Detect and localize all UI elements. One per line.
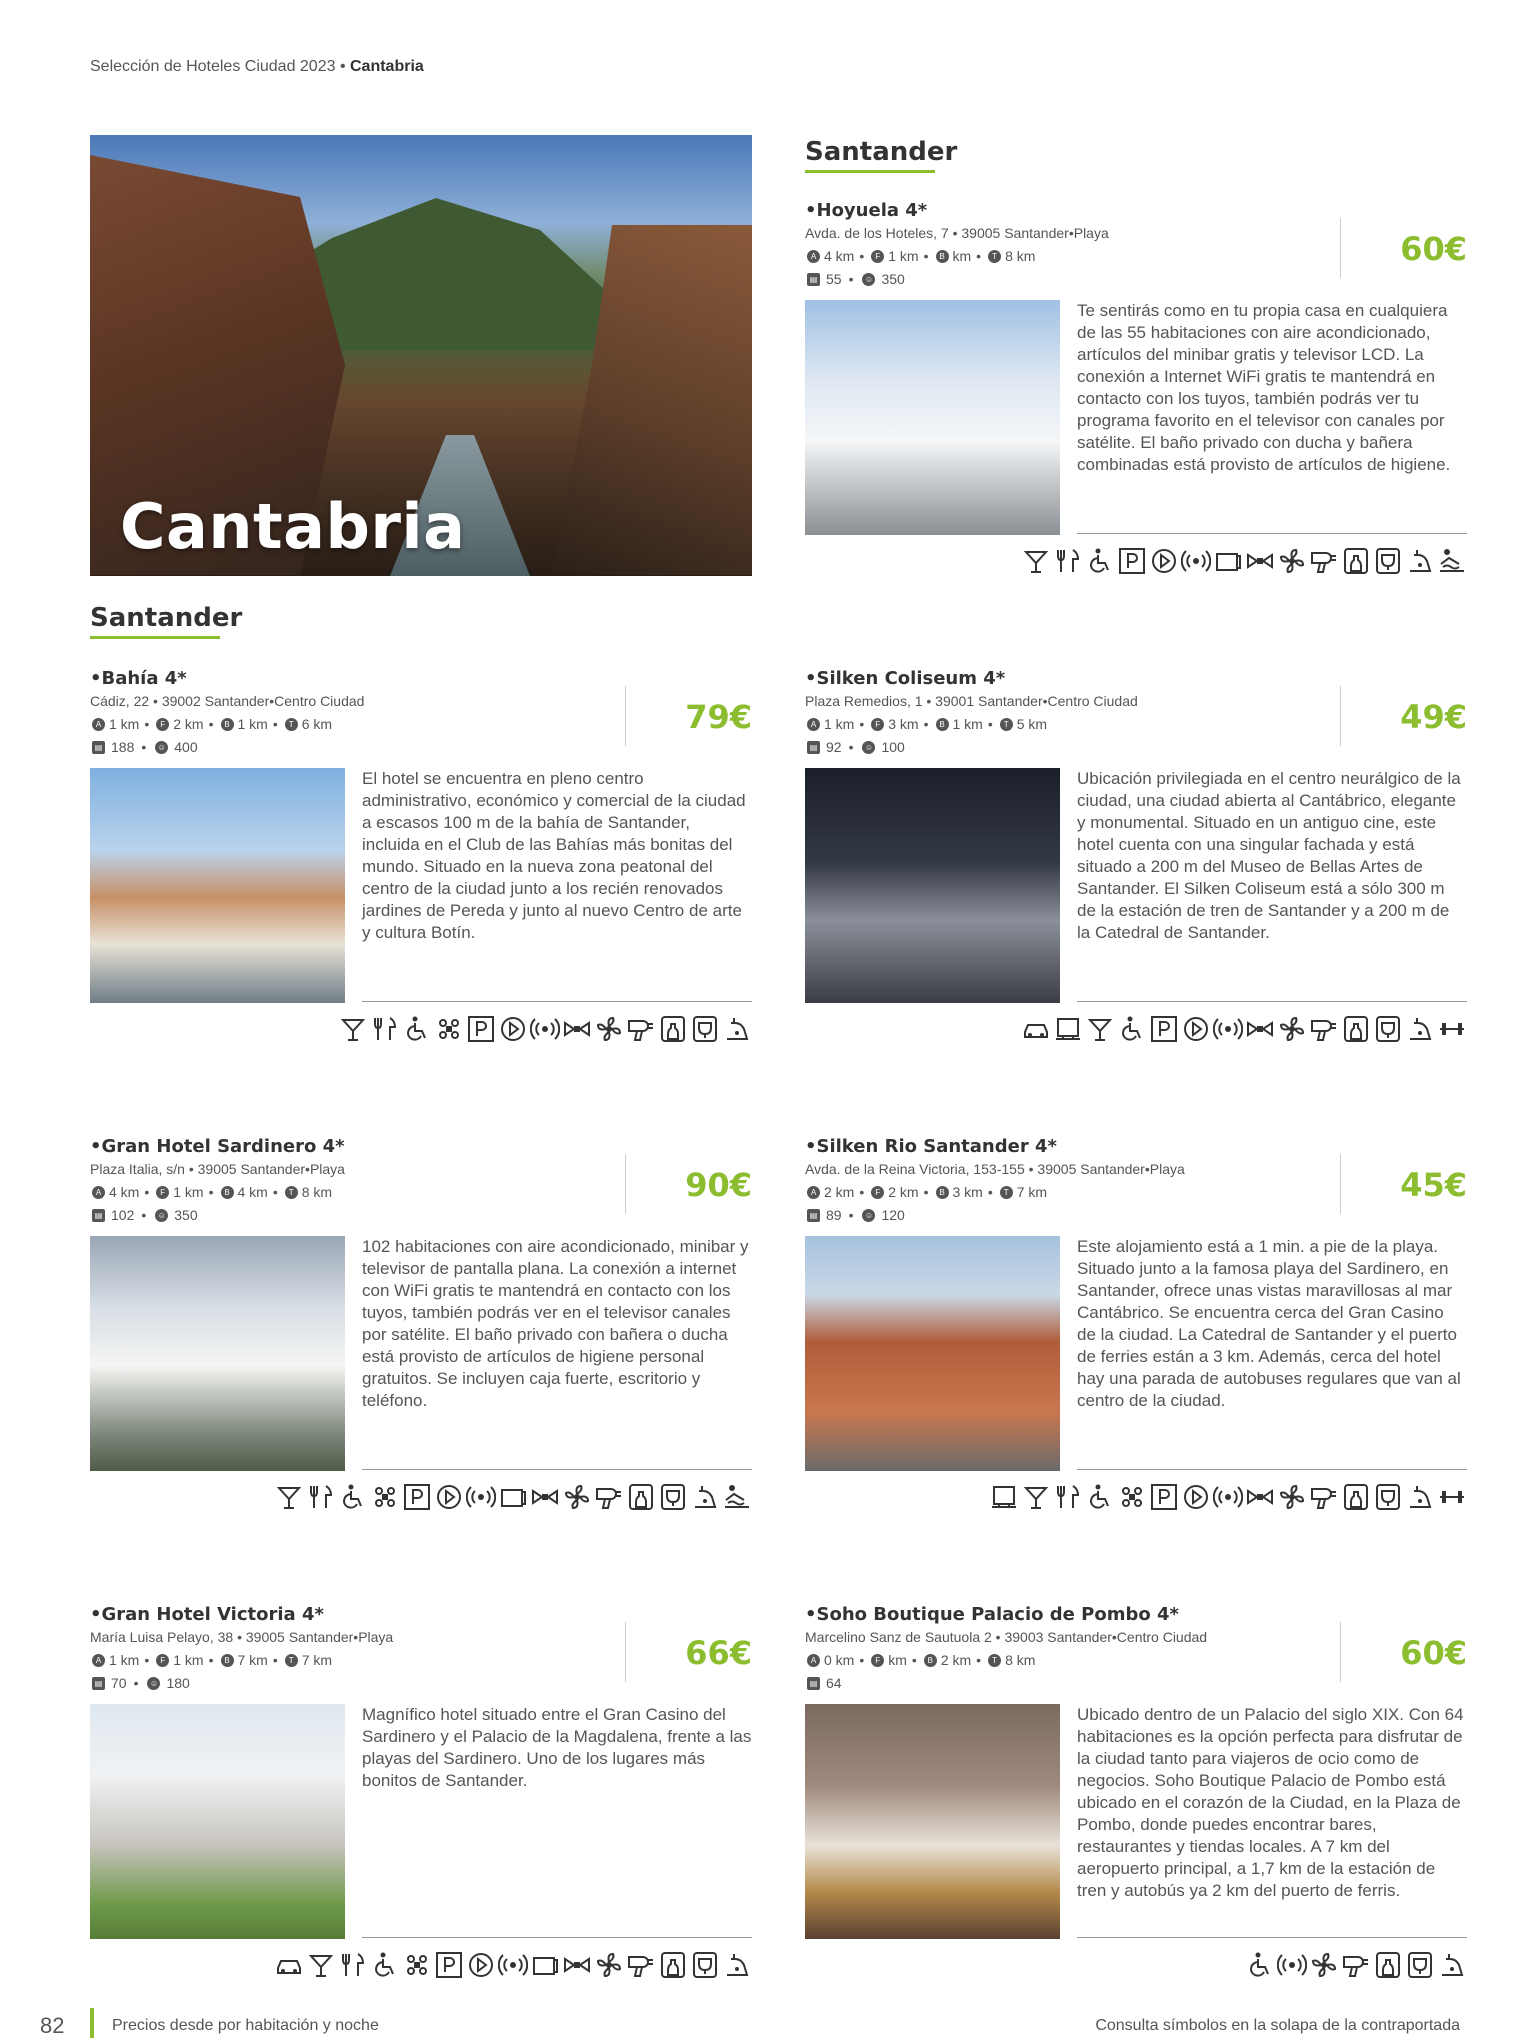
hotel-description: Este alojamiento está a 1 min. a pie de la playa. Situado junto a la famosa playa del Sardinero, en Santander, ofrece unas vistas maravillosas al mar Cantábrico. Se encuentra cerca del Gran Casino de la ciudad. La Catedral de Santander y el puerto de ferries están a 3 km. Además, cerca del hotel hay una parada de autobuses regulares que van al centro de la ciudad. bbox=[1077, 1237, 1461, 1410]
kettle-icon bbox=[1373, 1482, 1403, 1512]
distance-value: km bbox=[888, 1652, 907, 1668]
hotel-distances: A 4 km • F 1 km • B km • T 8 km bbox=[805, 248, 1035, 264]
divider bbox=[625, 1622, 626, 1682]
distance-icon: A bbox=[807, 1186, 820, 1199]
hotel-card bbox=[805, 1604, 1467, 2024]
divider bbox=[1340, 1622, 1341, 1682]
distance-value: 2 km bbox=[824, 1184, 855, 1200]
distance-value: 1 km bbox=[173, 1184, 204, 1200]
divider bbox=[625, 1154, 626, 1214]
wifi-icon bbox=[466, 1482, 496, 1512]
hotel-description: El hotel se encuentra en pleno centro administrativo, económico y comercial de la ciudad a escasos 100 m de la bahía de Santander, incluida en el Club de las Bahías más bonitas del mundo. Situado en la nueva zona peatonal del centro de la ciudad junto a los recién renovados jardines de Pereda y junto al nuevo Centro de arte y cultura Botín. bbox=[362, 769, 746, 942]
hairdryer-icon bbox=[626, 1014, 656, 1044]
distance-icon: T bbox=[285, 1654, 298, 1667]
capacity-icon: ☺ bbox=[862, 741, 875, 754]
spa-icon bbox=[1437, 546, 1467, 576]
meeting-icon bbox=[434, 1014, 464, 1044]
hotel-description: Ubicado dentro de un Palacio del siglo XIX. Con 64 habitaciones es la opción perfecta para disfrutar de la ciudad tanto para viajeros de ocio como de negocios. Soho Boutique Palacio de Pombo está ubicado en el corazón de la Ciudad, en la Plaza de Pombo, donde puedes encontrar bares, restaurantes y tiendas locales. A 7 km del aeropuerto principal, a 1,7 km de la estación de tren y autobús ya 2 km del puerto de ferris. bbox=[1077, 1705, 1464, 1900]
hotel-price: 79€ bbox=[685, 698, 752, 736]
wifi-icon bbox=[1277, 1950, 1307, 1980]
parking-icon bbox=[1117, 546, 1147, 576]
kettle-icon bbox=[690, 1014, 720, 1044]
parking-icon bbox=[434, 1950, 464, 1980]
minibar-icon bbox=[1245, 1014, 1275, 1044]
hotel-address: Marcelino Sanz de Sautuola 2 • 39003 Santander•Centro Ciudad bbox=[805, 1629, 1208, 1645]
kettle-icon bbox=[1405, 1950, 1435, 1980]
distance-icon: T bbox=[285, 1186, 298, 1199]
divider bbox=[1340, 1154, 1341, 1214]
footer-note-left: Precios desde por habitación y noche bbox=[112, 2017, 379, 2034]
capacity-count: 400 bbox=[174, 739, 198, 755]
accessible-icon bbox=[402, 1014, 432, 1044]
hotel-card bbox=[805, 200, 1467, 620]
rooms-count: 70 bbox=[111, 1675, 127, 1691]
distance-value: 4 km bbox=[109, 1184, 140, 1200]
hairdryer-icon bbox=[1309, 546, 1339, 576]
accessible-icon bbox=[1245, 1950, 1275, 1980]
hotel-description: 102 habitaciones con aire acondicionado, minibar y televisor de pantalla plana. La conexión a internet con WiFi gratis te mantendrá en contacto con los tuyos, también podrás ver en el televisor canales por satélite. El baño privado con bañera o ducha está provisto de artículos de higiene personal gratuitos. Se incluyen caja fuerte, escritorio y teléfono. bbox=[362, 1237, 749, 1410]
hotel-description: Te sentirás como en tu propia casa en cualquiera de las 55 habitaciones con aire acondicionado, artículos del minibar gratis y televisor LCD. La conexión a Internet WiFi gratis te mantendrá en contacto con los tuyos, también podrás ver tu programa favorito en el televisor con canales por satélite. El baño privado con ducha y bañera combinadas está provisto de artículos de higiene. bbox=[1077, 301, 1451, 474]
distance-value: 8 km bbox=[301, 1184, 333, 1200]
page-header bbox=[90, 58, 424, 76]
rooms-count: 92 bbox=[826, 739, 842, 755]
restaurant-icon bbox=[370, 1014, 400, 1044]
hotel-capacity: ▤ 70 • ☺ 180 bbox=[90, 1675, 190, 1691]
kettle-icon bbox=[1373, 546, 1403, 576]
distance-value: 1 km bbox=[237, 716, 268, 732]
toiletries-icon bbox=[1341, 546, 1371, 576]
rooms-icon: ▤ bbox=[92, 741, 105, 754]
car-icon bbox=[274, 1950, 304, 1980]
distance-value: 2 km bbox=[940, 1652, 972, 1668]
wifi-icon bbox=[1181, 546, 1211, 576]
distance-value: 1 km bbox=[824, 716, 855, 732]
distance-value: 0 km bbox=[824, 1652, 855, 1668]
hotel-photo bbox=[90, 768, 345, 1003]
capacity-icon: ☺ bbox=[147, 1677, 160, 1690]
distance-icon: A bbox=[92, 1186, 105, 1199]
rooms-icon: ▤ bbox=[807, 1677, 820, 1690]
hotel-capacity: ▤ 55 • ☺ 350 bbox=[805, 271, 905, 287]
safe-icon bbox=[530, 1950, 560, 1980]
distance-icon: F bbox=[871, 1186, 884, 1199]
distance-icon: T bbox=[285, 718, 298, 731]
header-prefix: Selección de Hoteles Ciudad 2023 • bbox=[90, 58, 346, 75]
footer-note-right: Consulta símbolos en la solapa de la contraportada bbox=[1095, 2017, 1460, 2034]
bar-icon bbox=[306, 1950, 336, 1980]
hotel-price: 49€ bbox=[1400, 698, 1467, 736]
distance-value: 2 km bbox=[888, 1184, 919, 1200]
kettle-icon bbox=[1373, 1014, 1403, 1044]
ac-icon bbox=[1309, 1950, 1339, 1980]
hero-image bbox=[90, 135, 752, 576]
hotel-address: Avda. de los Hoteles, 7 • 39005 Santander•Playa bbox=[805, 225, 1109, 241]
ac-icon bbox=[1277, 1014, 1307, 1044]
distance-icon: A bbox=[92, 718, 105, 731]
capacity-icon: ☺ bbox=[155, 741, 168, 754]
divider bbox=[1340, 218, 1341, 278]
amenity-icons bbox=[989, 1482, 1467, 1512]
hotel-price: 60€ bbox=[1400, 1634, 1467, 1672]
parking-icon bbox=[402, 1482, 432, 1512]
hero-title: Cantabria bbox=[120, 490, 466, 563]
hairdryer-icon bbox=[594, 1482, 624, 1512]
distance-icon: T bbox=[988, 250, 1001, 263]
hotel-address: Avda. de la Reina Victoria, 153-155 • 39005 Santander•Playa bbox=[805, 1161, 1185, 1177]
distance-value: 7 km bbox=[237, 1652, 268, 1668]
hotel-name: •Gran Hotel Victoria 4* bbox=[90, 1604, 324, 1625]
luggage-icon bbox=[989, 1482, 1019, 1512]
hairdryer-icon bbox=[1309, 1014, 1339, 1044]
distance-value: 3 km bbox=[888, 716, 919, 732]
divider bbox=[362, 1001, 752, 1002]
distance-value: 1 km bbox=[109, 1652, 140, 1668]
rooms-icon: ▤ bbox=[92, 1677, 105, 1690]
amenity-icons bbox=[1021, 1014, 1467, 1044]
hotel-capacity bbox=[805, 1675, 842, 1691]
bar-icon bbox=[274, 1482, 304, 1512]
iron-icon bbox=[722, 1014, 752, 1044]
accessible-icon bbox=[370, 1950, 400, 1980]
divider bbox=[625, 686, 626, 746]
hairdryer-icon bbox=[1309, 1482, 1339, 1512]
minibar-icon bbox=[562, 1014, 592, 1044]
divider bbox=[1077, 1469, 1467, 1470]
hotel-name: •Silken Rio Santander 4* bbox=[805, 1136, 1057, 1157]
distance-icon: T bbox=[988, 1654, 1001, 1667]
capacity-count: 120 bbox=[881, 1207, 905, 1223]
divider bbox=[1077, 533, 1467, 534]
accessible-icon bbox=[1117, 1014, 1147, 1044]
footer-accent-bar bbox=[90, 2008, 94, 2038]
hotel-card bbox=[805, 668, 1467, 1088]
toiletries-icon bbox=[1341, 1014, 1371, 1044]
iron-icon bbox=[1405, 1014, 1435, 1044]
divider bbox=[1077, 1937, 1467, 1938]
hotel-distances: A 2 km • F 2 km • B 3 km • T 7 km bbox=[805, 1184, 1047, 1200]
page-number: 82 bbox=[40, 2013, 65, 2038]
restaurant-icon bbox=[1053, 546, 1083, 576]
distance-icon: B bbox=[221, 1186, 234, 1199]
distance-icon: B bbox=[936, 250, 949, 263]
hairdryer-icon bbox=[1341, 1950, 1371, 1980]
iron-icon bbox=[1405, 1482, 1435, 1512]
hotel-name: •Gran Hotel Sardinero 4* bbox=[90, 1136, 345, 1157]
hotel-card bbox=[90, 1136, 752, 1556]
accessible-icon bbox=[1085, 1482, 1115, 1512]
distance-value: 1 km bbox=[952, 716, 983, 732]
hotel-price: 90€ bbox=[685, 1166, 752, 1204]
luggage-icon bbox=[1053, 1014, 1083, 1044]
meeting-icon bbox=[402, 1950, 432, 1980]
distance-icon: T bbox=[1000, 1186, 1013, 1199]
distance-value: 7 km bbox=[1016, 1184, 1048, 1200]
distance-value: 1 km bbox=[173, 1652, 204, 1668]
ac-icon bbox=[1277, 546, 1307, 576]
distance-icon: B bbox=[924, 1654, 937, 1667]
restaurant-icon bbox=[306, 1482, 336, 1512]
wifi-icon bbox=[1213, 1482, 1243, 1512]
gym-icon bbox=[1437, 1482, 1467, 1512]
hotel-capacity: ▤ 92 • ☺ 100 bbox=[805, 739, 905, 755]
distance-icon: B bbox=[221, 718, 234, 731]
amenity-icons bbox=[1021, 546, 1467, 576]
divider bbox=[362, 1937, 752, 1938]
distance-value: 3 km bbox=[952, 1184, 983, 1200]
bar-icon bbox=[1085, 1014, 1115, 1044]
distance-value: 7 km bbox=[301, 1652, 333, 1668]
tv-icon bbox=[1181, 1482, 1211, 1512]
bar-icon bbox=[1021, 546, 1051, 576]
wifi-icon bbox=[530, 1014, 560, 1044]
distance-icon: B bbox=[936, 718, 949, 731]
safe-icon bbox=[498, 1482, 528, 1512]
rooms-icon: ▤ bbox=[807, 273, 820, 286]
toiletries-icon bbox=[1341, 1482, 1371, 1512]
distance-icon: F bbox=[156, 718, 169, 731]
capacity-count: 350 bbox=[174, 1207, 198, 1223]
amenity-icons bbox=[274, 1950, 752, 1980]
tv-icon bbox=[498, 1014, 528, 1044]
toiletries-icon bbox=[658, 1014, 688, 1044]
hotel-card bbox=[90, 1604, 752, 2024]
tv-icon bbox=[1181, 1014, 1211, 1044]
hotel-photo bbox=[805, 768, 1060, 1003]
distance-icon: F bbox=[871, 250, 884, 263]
toiletries-icon bbox=[626, 1482, 656, 1512]
capacity-icon: ☺ bbox=[862, 1209, 875, 1222]
restaurant-icon bbox=[338, 1950, 368, 1980]
distance-icon: F bbox=[871, 1654, 884, 1667]
car-icon bbox=[1021, 1014, 1051, 1044]
distance-icon: T bbox=[1000, 718, 1013, 731]
hotel-distances: A 1 km • F 2 km • B 1 km • T 6 km bbox=[90, 716, 332, 732]
rooms-icon: ▤ bbox=[807, 1209, 820, 1222]
accessible-icon bbox=[1085, 546, 1115, 576]
ac-icon bbox=[562, 1482, 592, 1512]
bar-icon bbox=[338, 1014, 368, 1044]
section-title-left: Santander bbox=[90, 603, 242, 639]
distance-icon: A bbox=[92, 1654, 105, 1667]
spa-icon bbox=[722, 1482, 752, 1512]
rooms-count: 55 bbox=[826, 271, 842, 287]
hotel-description: Magnífico hotel situado entre el Gran Casino del Sardinero y el Palacio de la Magdalena, frente a las playas del Sardinero. Uno de los lugares más bonitos de Santander. bbox=[362, 1705, 752, 1790]
tv-icon bbox=[434, 1482, 464, 1512]
hotel-distances: A 4 km • F 1 km • B 4 km • T 8 km bbox=[90, 1184, 332, 1200]
kettle-icon bbox=[690, 1950, 720, 1980]
hotel-capacity: ▤ 89 • ☺ 120 bbox=[805, 1207, 905, 1223]
iron-icon bbox=[1437, 1950, 1467, 1980]
hotel-card bbox=[805, 1136, 1467, 1556]
hotel-description: Ubicación privilegiada en el centro neurálgico de la ciudad, una ciudad abierta al Cantábrico, elegante y monumental. Situado en un antiguo cine, este hotel cuenta con una singular fachada y está situado a 200 m del Museo de Bellas Artes de Santander. El Silken Coliseum está a sólo 300 m de la estación de tren de Santander y a 200 m de la Catedral de Santander. bbox=[1077, 769, 1461, 942]
distance-value: 8 km bbox=[1005, 1652, 1036, 1668]
toiletries-icon bbox=[658, 1950, 688, 1980]
distance-value: km bbox=[952, 248, 972, 264]
hotel-distances: A 1 km • F 3 km • B 1 km • T 5 km bbox=[805, 716, 1047, 732]
distance-value: 6 km bbox=[301, 716, 333, 732]
capacity-count: 100 bbox=[881, 739, 905, 755]
hotel-price: 60€ bbox=[1400, 230, 1467, 268]
hotel-photo bbox=[90, 1704, 345, 1939]
minibar-icon bbox=[562, 1950, 592, 1980]
distance-value: 1 km bbox=[109, 716, 140, 732]
ac-icon bbox=[594, 1950, 624, 1980]
rooms-icon: ▤ bbox=[807, 741, 820, 754]
restaurant-icon bbox=[1053, 1482, 1083, 1512]
ac-icon bbox=[594, 1014, 624, 1044]
rooms-count: 89 bbox=[826, 1207, 842, 1223]
iron-icon bbox=[690, 1482, 720, 1512]
minibar-icon bbox=[530, 1482, 560, 1512]
hotel-photo bbox=[90, 1236, 345, 1471]
distance-value: 5 km bbox=[1016, 716, 1048, 732]
hotel-address: Plaza Italia, s/n • 39005 Santander•Playa bbox=[90, 1161, 345, 1177]
hotel-photo bbox=[805, 1704, 1060, 1939]
hotel-capacity: ▤ 102 • ☺ 350 bbox=[90, 1207, 198, 1223]
parking-icon bbox=[466, 1014, 496, 1044]
amenity-icons bbox=[274, 1482, 752, 1512]
rooms-icon: ▤ bbox=[92, 1209, 105, 1222]
minibar-icon bbox=[1245, 546, 1275, 576]
hotel-name: •Soho Boutique Palacio de Pombo 4* bbox=[805, 1604, 1179, 1625]
meeting-icon bbox=[1117, 1482, 1147, 1512]
tv-icon bbox=[466, 1950, 496, 1980]
ac-icon bbox=[1277, 1482, 1307, 1512]
hotel-price: 66€ bbox=[685, 1634, 752, 1672]
hotel-name: •Silken Coliseum 4* bbox=[805, 668, 1006, 689]
toiletries-icon bbox=[1373, 1950, 1403, 1980]
header-region: Cantabria bbox=[350, 58, 424, 75]
distance-icon: F bbox=[871, 718, 884, 731]
meeting-icon bbox=[370, 1482, 400, 1512]
distance-value: 8 km bbox=[1005, 248, 1036, 264]
distance-value: 4 km bbox=[824, 248, 855, 264]
divider bbox=[362, 1469, 752, 1470]
distance-icon: A bbox=[807, 718, 820, 731]
divider bbox=[1340, 686, 1341, 746]
section-title-right: Santander bbox=[805, 137, 957, 173]
hotel-address: Cádiz, 22 • 39002 Santander•Centro Ciudad bbox=[90, 693, 365, 709]
capacity-icon: ☺ bbox=[155, 1209, 168, 1222]
hotel-price: 45€ bbox=[1400, 1166, 1467, 1204]
parking-icon bbox=[1149, 1482, 1179, 1512]
distance-icon: F bbox=[156, 1654, 169, 1667]
minibar-icon bbox=[1245, 1482, 1275, 1512]
capacity-icon: ☺ bbox=[862, 273, 875, 286]
iron-icon bbox=[1405, 546, 1435, 576]
distance-value: 2 km bbox=[173, 716, 204, 732]
hotel-address: Plaza Remedios, 1 • 39001 Santander•Centro Ciudad bbox=[805, 693, 1138, 709]
hairdryer-icon bbox=[626, 1950, 656, 1980]
amenity-icons bbox=[1245, 1950, 1467, 1980]
accessible-icon bbox=[338, 1482, 368, 1512]
rooms-count: 188 bbox=[111, 739, 135, 755]
gym-icon bbox=[1437, 1014, 1467, 1044]
safe-icon bbox=[1213, 546, 1243, 576]
hotel-name: •Bahía 4* bbox=[90, 668, 187, 689]
hotel-distances: A 0 km • F km • B 2 km • T 8 km bbox=[805, 1652, 1035, 1668]
distance-value: 4 km bbox=[237, 1184, 268, 1200]
hotel-card bbox=[90, 668, 752, 1088]
hotel-photo bbox=[805, 1236, 1060, 1471]
distance-icon: F bbox=[156, 1186, 169, 1199]
hotel-distances: A 1 km • F 1 km • B 7 km • T 7 km bbox=[90, 1652, 332, 1668]
capacity-count: 180 bbox=[166, 1675, 190, 1691]
distance-icon: B bbox=[936, 1186, 949, 1199]
divider bbox=[1077, 1001, 1467, 1002]
rooms-count: 64 bbox=[826, 1675, 842, 1691]
capacity-count: 350 bbox=[881, 271, 905, 287]
parking-icon bbox=[1149, 1014, 1179, 1044]
tv-icon bbox=[1149, 546, 1179, 576]
kettle-icon bbox=[658, 1482, 688, 1512]
distance-icon: B bbox=[221, 1654, 234, 1667]
hotel-name: •Hoyuela 4* bbox=[805, 200, 928, 221]
distance-icon: A bbox=[807, 1654, 820, 1667]
amenity-icons bbox=[338, 1014, 752, 1044]
bar-icon bbox=[1021, 1482, 1051, 1512]
hotel-address: María Luisa Pelayo, 38 • 39005 Santander•Playa bbox=[90, 1629, 394, 1645]
iron-icon bbox=[722, 1950, 752, 1980]
distance-icon: A bbox=[807, 250, 820, 263]
hotel-capacity: ▤ 188 • ☺ 400 bbox=[90, 739, 198, 755]
distance-value: 1 km bbox=[888, 248, 919, 264]
wifi-icon bbox=[498, 1950, 528, 1980]
rooms-count: 102 bbox=[111, 1207, 135, 1223]
wifi-icon bbox=[1213, 1014, 1243, 1044]
hotel-photo bbox=[805, 300, 1060, 535]
